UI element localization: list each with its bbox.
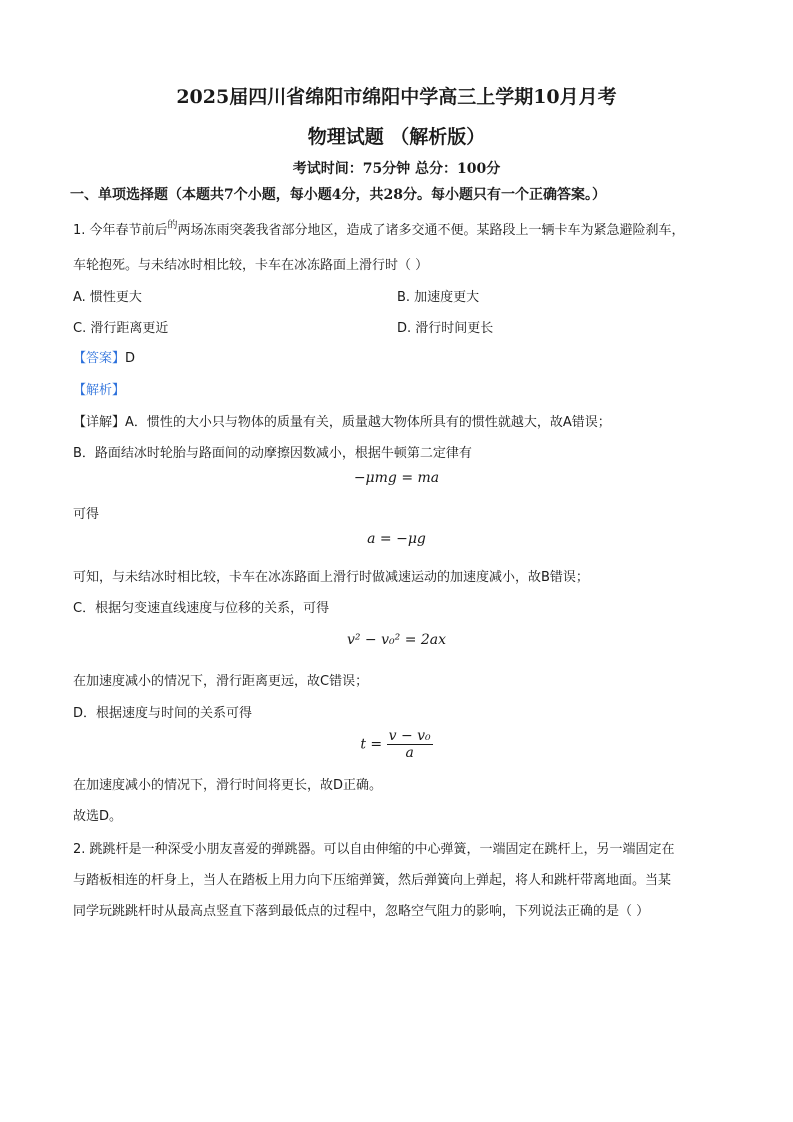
q1-stem-line2: 车轮抱死。与未结冰时相比较，卡车在冰冻路面上滑行时（ ） — [73, 258, 429, 273]
q1-detail-d2: 在加速度减小的情况下，滑行时间将更长，故D正确。 — [73, 778, 383, 793]
equation-newton: −μmg = ma — [353, 470, 440, 486]
q1-stem-de: 的 — [167, 220, 178, 231]
q1-detail-c: C．根据匀变速直线速度与位移的关系，可得 — [73, 601, 330, 616]
document-title: 2025届四川省绵阳市绵阳中学高三上学期10月月考 — [176, 86, 617, 108]
q1-option-c: C. 滑行距离更近 — [73, 321, 169, 336]
q1-option-d: D. 滑行时间更长 — [397, 321, 494, 336]
q1-detail-b2: 可知，与未结冰时相比较，卡车在冰冻路面上滑行时做减速运动的加速度减小，故B错误； — [73, 570, 589, 585]
q1-detail-d: D．根据速度与时间的关系可得 — [73, 706, 253, 721]
section-heading: 一、单项选择题（本题共7个小题，每小题4分，共28分。每小题只有一个正确答案。） — [70, 187, 606, 203]
eq-time-lhs: t = — [360, 736, 383, 753]
q2-line2: 与踏板相连的杆身上，当人在踏板上用力向下压缩弹簧，然后弹簧向上弹起，将人和跳杆带离地面。当某 — [73, 873, 672, 888]
q1-detail-b: B．路面结冰时轮胎与路面间的动摩擦因数减小，根据牛顿第二定律有 — [73, 446, 472, 461]
detail-tag: 【详解】 — [73, 415, 126, 430]
q1-kede: 可得 — [73, 507, 100, 522]
q1-option-a: A. 惯性更大 — [73, 290, 142, 305]
q2-line1: 2. 跳跳杆是一种深受小朋友喜爱的弹跳器。可以自由伸缩的中心弹簧，一端固定在跳杆上，另一端固定在 — [73, 842, 675, 857]
eq-time-fraction — [387, 728, 433, 761]
eq-time-denominator: a — [405, 745, 414, 761]
q1-detail-a — [73, 411, 611, 430]
q1-detail-c2: 在加速度减小的情况下，滑行距离更远，故C错误； — [73, 674, 369, 689]
exam-info: 考试时间：75分钟 总分：100分 — [292, 161, 501, 177]
document-subtitle: 物理试题 （解析版） — [307, 126, 486, 148]
analysis-tag: 【解析】 — [73, 383, 126, 398]
q1-stem-part-b: 两场冻雨突袭我省部分地区，造成了诸多交通不便。某路段上一辆卡车为紧急避险刹车， — [177, 223, 685, 238]
q2-line3: 同学玩跳跳杆时从最高点竖直下落到最低点的过程中，忽略空气阻力的影响，下列说法正确的是（ ） — [73, 904, 650, 919]
answer-tag: 【答案】 — [73, 351, 126, 366]
q1-stem-part-a: 1. 今年春节前后 — [73, 223, 168, 238]
answer-value: D — [125, 351, 136, 366]
detail-a-text: A．惯性的大小只与物体的质量有关，质量越大物体所具有的惯性就越大，故A错误； — [125, 415, 611, 430]
q1-stem-line1 — [73, 219, 685, 238]
equation-time — [0, 728, 793, 761]
equation-acceleration: a = −μg — [367, 531, 426, 547]
q1-conclusion: 故选D。 — [73, 809, 123, 824]
eq-time-numerator: v − v₀ — [388, 728, 431, 744]
q1-option-b: B. 加速度更大 — [397, 290, 480, 305]
q1-answer — [73, 347, 135, 366]
equation-velocity-displacement: v² − v₀² = 2ax — [346, 632, 447, 648]
